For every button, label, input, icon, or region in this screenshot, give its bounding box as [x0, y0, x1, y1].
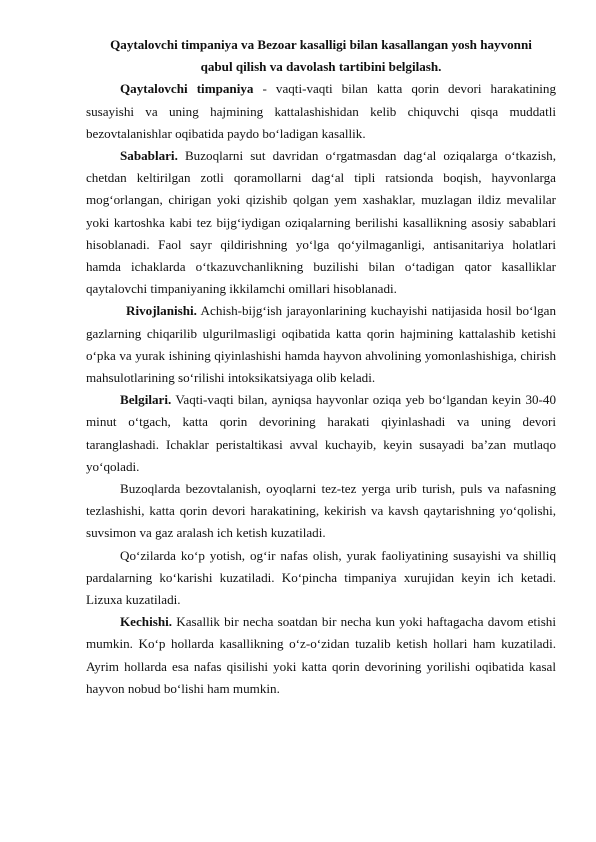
- paragraph-definition: [86, 78, 556, 145]
- paragraph-text: Buzoqlarni sut davridan o‘rgatmasdan dag‘al oziqalarga o‘tkazish, chetdan keltirilgan zotli qoramollarni dag‘al tipli ratsionda boqish, hayvonlarga mog‘orlangan, chirigan yoki qizishib qolgan yem xashaklar, muzlagan ildiz mevalilar yoki kartoshka kabi tez bijg‘iydigan oziqalarning berilishi kasallikning asosiy sabablari hisoblanadi. Faol sayr qildirishning yo‘lga qo‘yilmaganligi, antisanitariya holatlari hamda ichaklarda o‘tkazuvchanlikning buzilishi bilan o‘tadigan qator kasalliklar qaytalovchi timpaniyaning ikkilamchi omillari hisoblanadi.: [86, 148, 556, 297]
- paragraph-development: [86, 300, 556, 389]
- heading-belgilari: Belgilari.: [120, 392, 172, 408]
- paragraph-symptoms: [86, 389, 556, 478]
- paragraph-calves: [86, 478, 556, 545]
- heading-sabablari: Sabablari.: [120, 148, 178, 164]
- paragraph-text: Achish-bijg‘ish jarayonlarining kuchayishi natijasida hosil bo‘lgan gazlarning chiqarilib ulgurilmasligi oqibatida katta qorin hajmining kattalashib ketishi o‘pka va yurak ishining qiyinlashishi hamda hayvon ahvolining yomonlashishiga, chirish mahsulotlarining so‘rilishi intoksikatsiyaga olib keladi.: [86, 303, 556, 386]
- paragraph-text: - vaqti-vaqti bilan katta qorin devori harakatining susayishi va uning hajmining kattalashishidan kelib chiquvchi qisqa muddatli bezovtalanishlar oqibatida paydo bo‘ladigan kasallik.: [86, 81, 556, 141]
- paragraph-causes: [86, 145, 556, 300]
- paragraph-course: [86, 611, 556, 700]
- paragraph-lambs: [86, 545, 556, 612]
- heading-kechishi: Kechishi.: [120, 614, 173, 630]
- paragraph-text: Vaqti-vaqti bilan, ayniqsa hayvonlar oziqa yeb bo‘lgandan keyin 30-40 minut o‘tgach, katta qorin devorining harakati qiyinlashadi va uning devori taranglashadi. Ichaklar peristaltikasi avval kuchayib, keyin susayadi ba’zan mutlaqo yo‘qoladi.: [86, 392, 556, 474]
- term-qaytalovchi-timpaniya: Qaytalovchi timpaniya: [120, 81, 254, 97]
- title-line-1: Qaytalovchi timpaniya va Bezoar kasalligi bilan kasallangan yosh hayvonni: [110, 37, 532, 52]
- heading-rivojlanishi: Rivojlanishi.: [126, 303, 197, 319]
- title-line-2: qabul qilish va davolash tartibini belgilash.: [200, 59, 442, 75]
- paragraph-text: Kasallik bir necha soatdan bir necha kun yoki haftagacha davom etishi mumkin. Ko‘p hollarda kasallikning o‘z-o‘zidan tuzalib ketish hollari ham kuzatiladi. Ayrim hollarda esa nafas qisilishi yoki katta qorin devorining yorilishi oqibatida kasal hayvon nobud bo‘lishi ham mumkin.: [86, 614, 556, 696]
- document-title: [86, 34, 556, 78]
- paragraph-text: Qo‘zilarda ko‘p yotish, og‘ir nafas olish, yurak faoliyatining susayishi va shilliq pardalarning ko‘karishi kuzatiladi. Ko‘pincha timpaniya xurujidan keyin ich ketadi. Lizuxa kuzatiladi.: [86, 547, 556, 608]
- paragraph-text: Buzoqlarda bezovtalanish, oyoqlarni tez-tez yerga urib turish, puls va nafasning tezlashishi, katta qorin devori harakatining, kekirish va kavsh qaytarishning yo‘qolishi, suvsimon va gaz aralash ich ketish kuzatiladi.: [86, 481, 556, 541]
- document-page: [86, 34, 556, 700]
